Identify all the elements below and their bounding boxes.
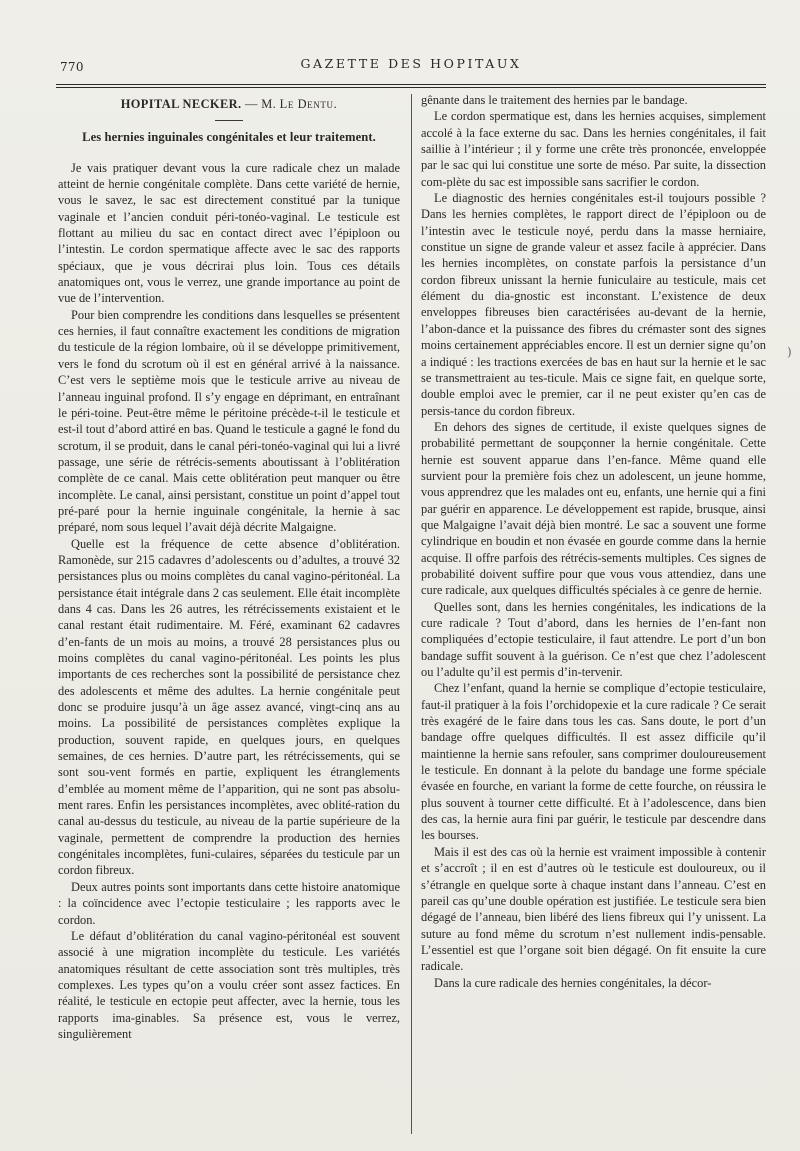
paragraph: Le défaut d’oblitération du canal vagino-péritonéal est souvent associé à une migration incomplète du testicule. Les variétés anatomiques résultant de cette association sont très multiples, très complexes. Les types qu’on a voulu créer sont assez factices. En réalité, le testicule en ectopie peut affecter, avec la hernie, tous les rapports ima-ginables. Sa présence est, vous le verrez, singulièrement xyxy=(58,928,400,1041)
header-rule xyxy=(56,84,766,85)
paragraph: Le diagnostic des hernies congénitales est-il toujours possible ? Dans les hernies complètes, le rapport direct de l’épiploon ou de l’intestin avec le testicule noyé, perdu dans la masse herniaire, constitue un signe de grande valeur et assez facile à apprécier. Dans les hernies incomplètes, on constate parfois la persistance d’un cordon fibreux unissant la hernie funiculaire au testicule, mais cet élément du dia-gnostic est inconstant. L’existence de deux enveloppes fibreuses bien caractérisées au-devant de la hernie, l’abon-dance et la puissance des fibres du crémaster sont des signes moins certainement appréciables encore. Il est un dernier signe qu’on a indiqué : les tractions exercées de bas en haut sur la hernie et le sac se transmettraient au tes-ticule. Mais ce signe fait, en quelque sorte, double emploi avec le premier, car il ne peut exister qu’en cas de persis-tance du cordon fibreux. xyxy=(421,191,766,418)
short-rule xyxy=(215,120,243,121)
paragraph: Quelle est la fréquence de cette absence d’oblitération. Ramonède, sur 215 cadavres d’adolescents ou d’adultes, a trouvé 32 persistances plus ou moins complètes du canal vagino-péritonéal. La persistance était intégrale dans 2 cas seulement. Elle était incomplète dans 4 cas. Dans les 26 autres, les rétrécissements existaient et le canal restant était rudimentaire. M. Féré, examinant 62 cadavres d’en-fants de un mois au moins, a trouvé 28 persistances plus ou moins complètes du canal vagino-péritonéal. Les points les plus importants de ces recherches sont la possibilité de persistance chez des adolescents et même des adultes. La hernie congénitale peut donc se produire jusqu’à un âge assez avancé, vingt-cinq ans au moins. La possibilité de persistances complètes explique la production, souvent rapide, en quelques jours, en quelques semaines, de ces hernies. D’autre part, les rétrécissements, qui se sont sou-vent formés en partie, expliquent les étranglements d’emblée au moment même de l’apparition, qui ne sont pas absolu-ment rares. Enfin les persistances incomplètes, avec oblité-ration du canal au-dessus du testicule, au niveau de la partie supérieure de la vaginale, permettent de comprendre la production des hernies congénitales incomplètes, funi-culaires, séparées du testicule par un cordon fibreux. xyxy=(58,536,400,878)
section-heading xyxy=(58,96,400,112)
paragraph: Deux autres points sont importants dans cette histoire anatomique : la coïncidence avec l’ectopie testiculaire ; les rapports avec le cordon. xyxy=(58,879,400,927)
hospital-name: HOPITAL NECKER. xyxy=(120,97,242,111)
article-title: Les hernies inguinales congénitales et leur traitement. xyxy=(82,130,376,145)
paragraph: Mais il est des cas où la hernie est vraiment impossible à contenir et s’accroît ; il en est d’autres où le testicule est douloureux, ou il s’étrangle en quelque sorte à chaque instant dans l’anneau. C’est en pareil cas qu’une double opération est justifiée. Le testicule sera bien dégagé de l’anneau, bien libéré des liens fibreux qui l’y unissent. La suture au fond même du scrotum n’est nullement indis-pensable. L’essentiel est que l’organe soit bien dégagé. On fit ensuite la cure radicale. xyxy=(421,844,766,974)
left-column xyxy=(58,92,400,1042)
margin-mark: ) xyxy=(787,345,792,359)
paragraph: Chez l’enfant, quand la hernie se complique d’ectopie testiculaire, faut-il pratiquer à la fois l’orchidopexie et la cure radicale ? Ce serait très exagéré de le faire dans tous les cas. Sans doute, le port d’un bandage offre quelques difficultés. Il est assez difficile qu’il maintienne la hernie sans refouler, sans comprimer douloureusement le testicule. En donnant à la pelote du bandage une forme spéciale évasée en fourche, en variant la forme de cette fourche, on réussira le plus souvent à tourner cette difficulté. Et à l’adolescence, dans bien des cas, la hernie aura fini par guérir, le testicule par descendre dans les bourses. xyxy=(421,681,766,843)
paragraph: En dehors des signes de certitude, il existe quelques signes de probabilité permettant de soupçonner la hernie congénitale. Cette hernie est souvent apparue dans l’en-fance. Même quand elle survient pour la première fois chez un adolescent, un jeune homme, vous apprendrez que les malades ont eu, enfants, une hernie qui a fini par guérir en apparence. Le développement est rapide, brusque, ainsi que Malgaigne l’avait déjà bien montré. Le sac a souvent une forme cylindrique en boudin et non évasée en gourde comme dans la hernie acquise. Il offre parfois des rétrécis-sements multiples. Ces signes de probabilité doivent suffire pour que vous vous attendiez, dans une cure radicale, aux quelques difficultés spéciales à ce genre de hernie. xyxy=(421,419,766,598)
author-name: Le Dentu. xyxy=(279,97,338,111)
right-column xyxy=(421,92,766,991)
heading-separator: — M. xyxy=(241,97,280,111)
paragraph: Dans la cure radicale des hernies congénitales, la décor- xyxy=(434,975,712,990)
paragraph-continuation: gênante dans le traitement des hernies par le bandage. xyxy=(421,93,688,107)
page-number: 770 xyxy=(60,60,84,74)
column-divider xyxy=(411,94,412,1134)
page-header xyxy=(58,52,764,78)
header-rule-thin xyxy=(56,87,766,88)
paragraph: Quelles sont, dans les hernies congénitales, les indications de la cure radicale ? Tout d’abord, dans les hernies de l’en-fant non compliquées d’ectopie testiculaire, il faut attendre. Le port d’un bon bandage suffit souvent à la guérison. Ce n’est que chez l’adolescent ou l’adulte qu’il est permis d’in-tervenir. xyxy=(421,599,766,680)
paragraph: Je vais pratiquer devant vous la cure radicale chez un malade atteint de hernie congénitale complète. Dans cette variété de hernie, vous le savez, le sac est directement constitué par la tunique vaginale et l’ancien conduit péri-tonéo-vaginal. Le testicule est flottant au milieu du sac en contact direct avec l’épiploon ou l’intestin. Le cordon spermatique affecte avec le sac des rapports spéciaux, que je vous décrirai plus loin. Tous ces détails anatomiques ont, vous le verrez, une grande importance au point de vue de l’intervention. xyxy=(58,160,400,306)
journal-title: GAZETTE DES HOPITAUX xyxy=(300,56,522,71)
paragraph: Le cordon spermatique est, dans les hernies acquises, simplement accolé à la face externe du sac. Dans les hernies congénitales, il fait saillie à l’intérieur ; il y forme une crête très prononcée, enveloppée par le sac qui lui constitue une sorte de méso. Par suite, la dissection com-plète du sac est impossible sans sacrifier le cordon. xyxy=(421,109,766,189)
paragraph: Pour bien comprendre les conditions dans lesquelles se présentent ces hernies, il faut connaître exactement les conditions de migration du testicule de la région lombaire, où il se développe primitivement, vers le fond du scrotum où il est en général arrivé à la naissance. C’est vers le septième mois que le testicule arrive au niveau de l’anneau inguinal profond. Il s’y engage en déprimant, en entraînant le péri-toine. Peut-être même le péritoine précède-t-il le testicule et est-il tout d’abord attiré en bas. Quand le testicule a gagné le fond du scrotum, il se produit, dans le canal péri-tonéo-vaginal qui lui a livré passage, une série de rétrécis-sements aboutissant à l’oblitération complète de ce canal. Mais cette oblitération peut manquer ou être incomplète. Le canal, ainsi persistant, constitue un point d’appel tout pré-paré pour la hernie inguinale congénitale, la hernie à sac préparé, nom sous lequel l’avait déjà décrite Malgaigne. xyxy=(58,307,401,535)
